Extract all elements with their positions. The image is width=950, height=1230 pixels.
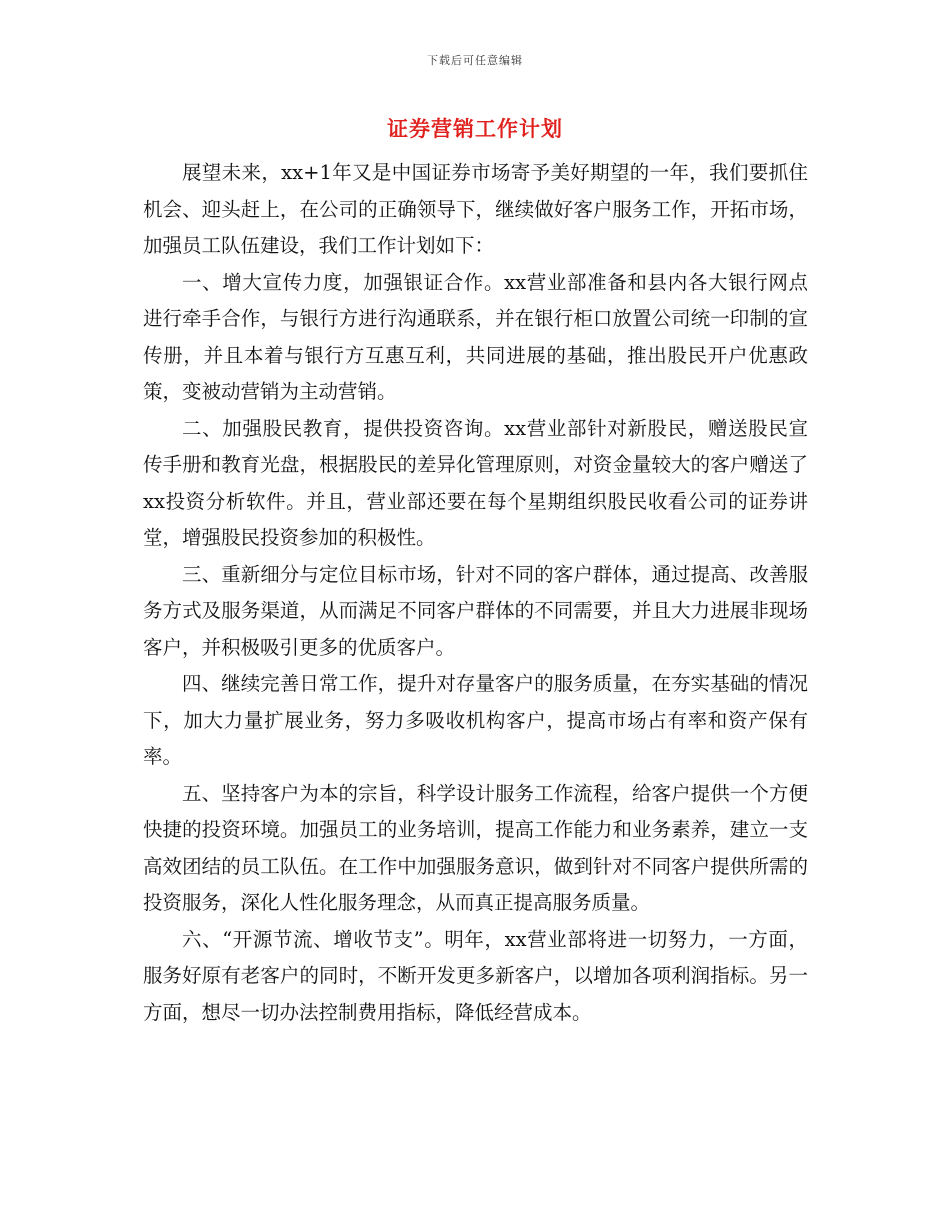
- paragraph-item-2: 二、加强股民教育，提供投资咨询。xx营业部针对新股民，赠送股民宣传手册和教育光盘，根据股民的差异化管理原则，对资金量较大的客户赠送了xx投资分析软件。并且，营业部还要在每个星期组织股民收看公司的证券讲堂，增强股民投资参加的积极性。: [143, 416, 808, 549]
- document-title: 证券营销工作计划: [387, 116, 563, 141]
- paragraph-item-3: 三、重新细分与定位目标市场，针对不同的客户群体，通过提高、改善服务方式及服务渠道，从而满足不同客户群体的不同需要，并且大力进展非现场客户，并积极吸引更多的优质客户。: [143, 562, 808, 659]
- paragraph-item-6: 六、“开源节流、增收节支”。明年，xx营业部将进一切努力，一方面，服务好原有老客户的同时，不断开发更多新客户，以增加各项利润指标。另一方面，想尽一切办法控制费用指标，降低经营成本。: [143, 927, 808, 1024]
- paragraph-item-1: 一、增大宣传力度，加强银证合作。xx营业部准备和县内各大银行网点进行牵手合作，与银行方进行沟通联系，并在银行柜口放置公司统一印制的宣传册，并且本着与银行方互惠互利，共同进展的基础，推出股民开户优惠政策，变被动营销为主动营销。: [143, 270, 808, 403]
- paragraph-item-5: 五、坚持客户为本的宗旨，科学设计服务工作流程，给客户提供一个方便快捷的投资环境。加强员工的业务培训，提高工作能力和业务素养，建立一支高效团结的员工队伍。在工作中加强服务意识，做到针对不同客户提供所需的投资服务，深化人性化服务理念，从而真正提高服务质量。: [143, 781, 808, 914]
- page-header: 下载后可任意编辑: [427, 54, 523, 67]
- paragraph-item-4: 四、继续完善日常工作，提升对存量客户的服务质量，在夯实基础的情况下，加大力量扩展业务，努力多吸收机构客户，提高市场占有率和资产保有率。: [143, 672, 808, 768]
- paragraph-intro: 展望未来，xx+1年又是中国证券市场寄予美好期望的一年，我们要抓住机会、迎头赶上，在公司的正确领导下，继续做好客户服务工作，开拓市场，加强员工队伍建设，我们工作计划如下：: [143, 161, 808, 257]
- document-body: [143, 155, 808, 1031]
